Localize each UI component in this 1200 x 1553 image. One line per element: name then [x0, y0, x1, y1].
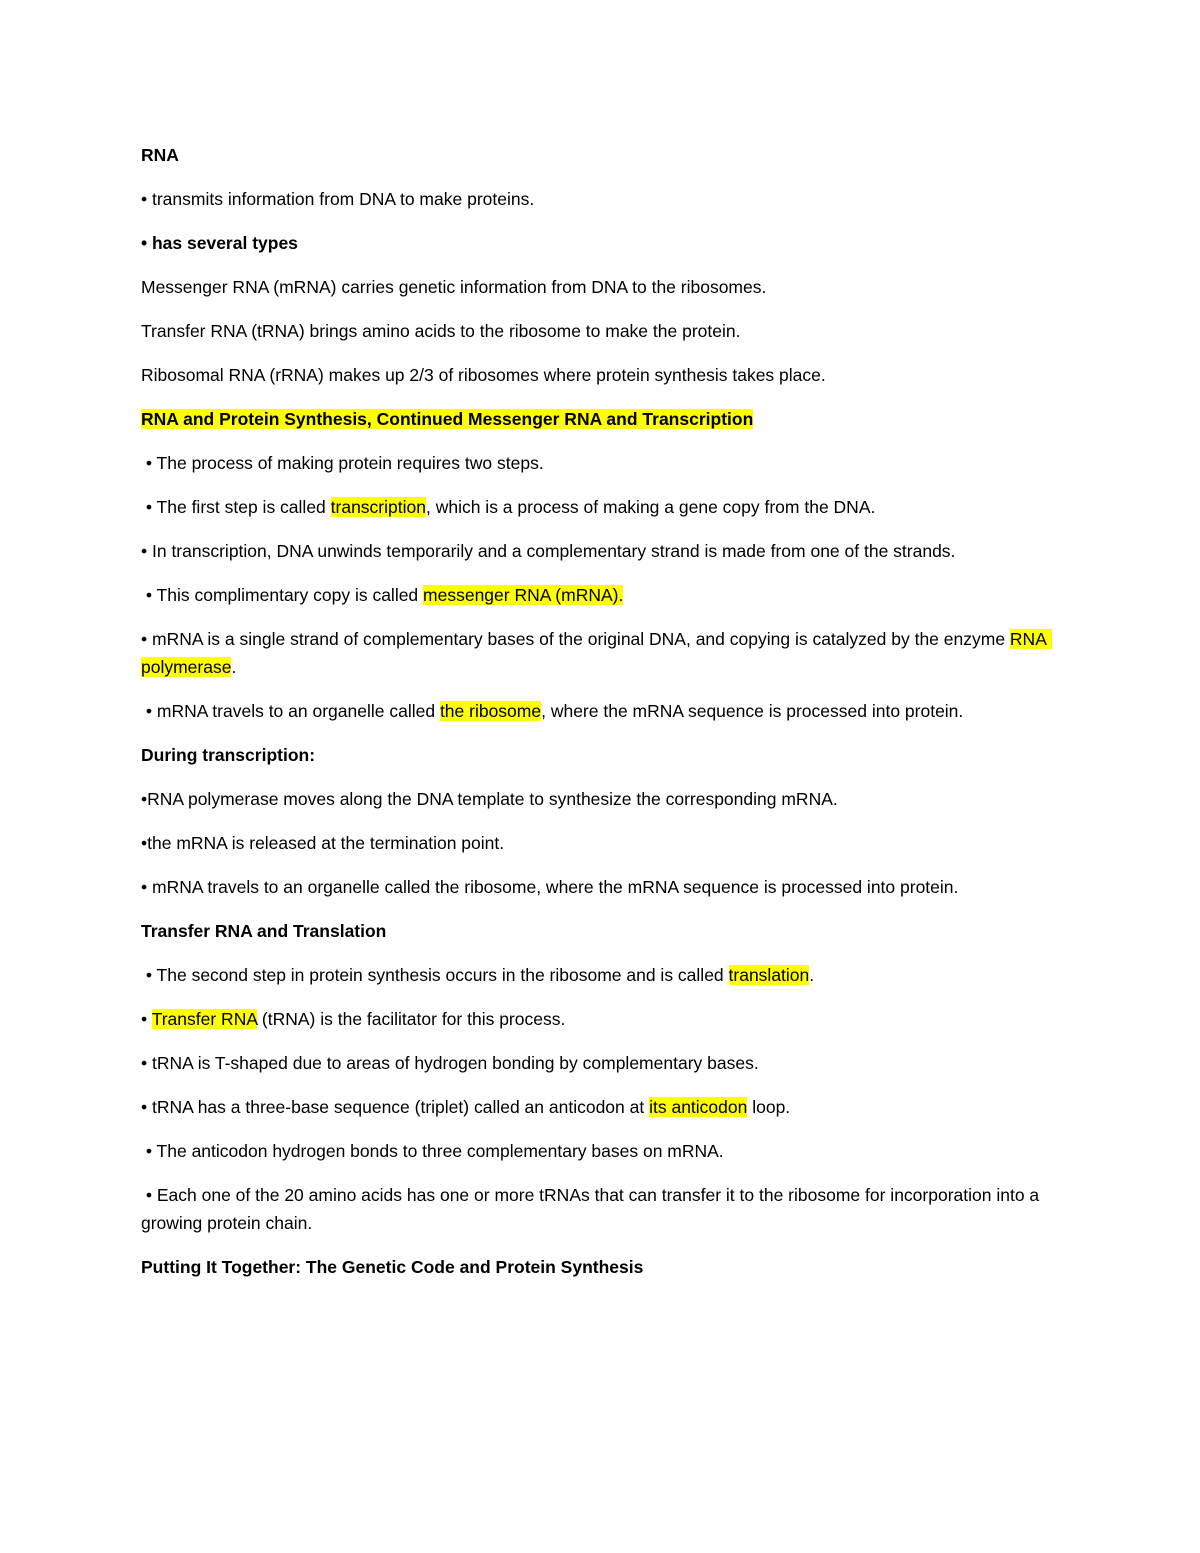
text-run: • mRNA is a single strand of complementary bases of the original DNA, and copying is catalyzed by the enzyme — [141, 629, 1010, 649]
text-run: • Each one of the 20 amino acids has one or more tRNAs that can transfer it to the ribosome for incorporation into a growing protein chain. — [141, 1185, 1045, 1233]
text-run: • The process of making protein requires two steps. — [141, 453, 544, 473]
text-run: •RNA polymerase moves along the DNA template to synthesize the corresponding mRNA. — [141, 789, 838, 809]
section-heading — [141, 229, 1050, 257]
paragraph — [141, 873, 1050, 901]
paragraph — [141, 1137, 1050, 1165]
paragraph — [141, 1049, 1050, 1077]
text-run: RNA — [141, 145, 179, 165]
text-run: • The second step in protein synthesis occurs in the ribosome and is called — [141, 965, 729, 985]
paragraph — [141, 625, 1050, 681]
paragraph — [141, 829, 1050, 857]
paragraph — [141, 273, 1050, 301]
text-run: Messenger RNA (mRNA) carries genetic information from DNA to the ribosomes. — [141, 277, 767, 297]
paragraph — [141, 581, 1050, 609]
text-run: , where the mRNA sequence is processed into protein. — [541, 701, 964, 721]
text-run: • In transcription, DNA unwinds temporarily and a complementary strand is made from one of the strands. — [141, 541, 956, 561]
text-run: Ribosomal RNA (rRNA) makes up 2/3 of ribosomes where protein synthesis takes place. — [141, 365, 826, 385]
section-heading — [141, 141, 1050, 169]
highlighted-term: Transfer RNA — [151, 1009, 258, 1029]
paragraph — [141, 961, 1050, 989]
paragraph — [141, 785, 1050, 813]
text-run: Transfer RNA and Translation — [141, 921, 387, 941]
text-run: • This complimentary copy is called — [141, 585, 424, 605]
paragraph — [141, 185, 1050, 213]
paragraph — [141, 1093, 1050, 1121]
text-run: • transmits information from DNA to make proteins. — [141, 189, 535, 209]
highlighted-term: RNA polymerase — [141, 629, 1052, 677]
section-heading — [141, 741, 1050, 769]
paragraph — [141, 1181, 1050, 1237]
text-run: . — [809, 965, 815, 985]
section-heading — [141, 917, 1050, 945]
highlighted-term: its anticodon — [649, 1097, 748, 1117]
section-heading — [141, 1253, 1050, 1281]
text-run: (tRNA) is the facilitator for this process. — [257, 1009, 566, 1029]
text-run: • tRNA is T-shaped due to areas of hydrogen bonding by complementary bases. — [141, 1053, 759, 1073]
text-run: •the mRNA is released at the termination point. — [141, 833, 505, 853]
paragraph — [141, 361, 1050, 389]
text-run: . — [231, 657, 237, 677]
paragraph — [141, 1005, 1050, 1033]
text-run: • — [141, 1009, 152, 1029]
text-run: • The anticodon hydrogen bonds to three complementary bases on mRNA. — [141, 1141, 724, 1161]
paragraph — [141, 537, 1050, 565]
text-run: • has several types — [141, 233, 298, 253]
text-run: Transfer RNA (tRNA) brings amino acids to the ribosome to make the protein. — [141, 321, 741, 341]
text-run: • tRNA has a three-base sequence (triplet) called an anticodon at — [141, 1097, 650, 1117]
text-run: , which is a process of making a gene copy from the DNA. — [425, 497, 876, 517]
highlighted-term: translation — [728, 965, 810, 985]
section-heading — [141, 405, 1050, 433]
text-run: • The first step is called — [141, 497, 331, 517]
text-run: • mRNA travels to an organelle called the ribosome, where the mRNA sequence is processed into protein. — [141, 877, 959, 897]
highlighted-term: transcription — [330, 497, 426, 517]
highlighted-term: RNA and Protein Synthesis, Continued Messenger RNA and Transcription — [141, 409, 754, 429]
text-run: • mRNA travels to an organelle called — [141, 701, 440, 721]
paragraph — [141, 493, 1050, 521]
highlighted-term: the ribosome — [439, 701, 542, 721]
paragraph — [141, 449, 1050, 477]
text-run: Putting It Together: The Genetic Code and Protein Synthesis — [141, 1257, 644, 1277]
highlighted-term: messenger RNA (mRNA). — [423, 585, 624, 605]
text-run: loop. — [747, 1097, 791, 1117]
paragraph — [141, 317, 1050, 345]
paragraph — [141, 697, 1050, 725]
text-run: During transcription: — [141, 745, 316, 765]
